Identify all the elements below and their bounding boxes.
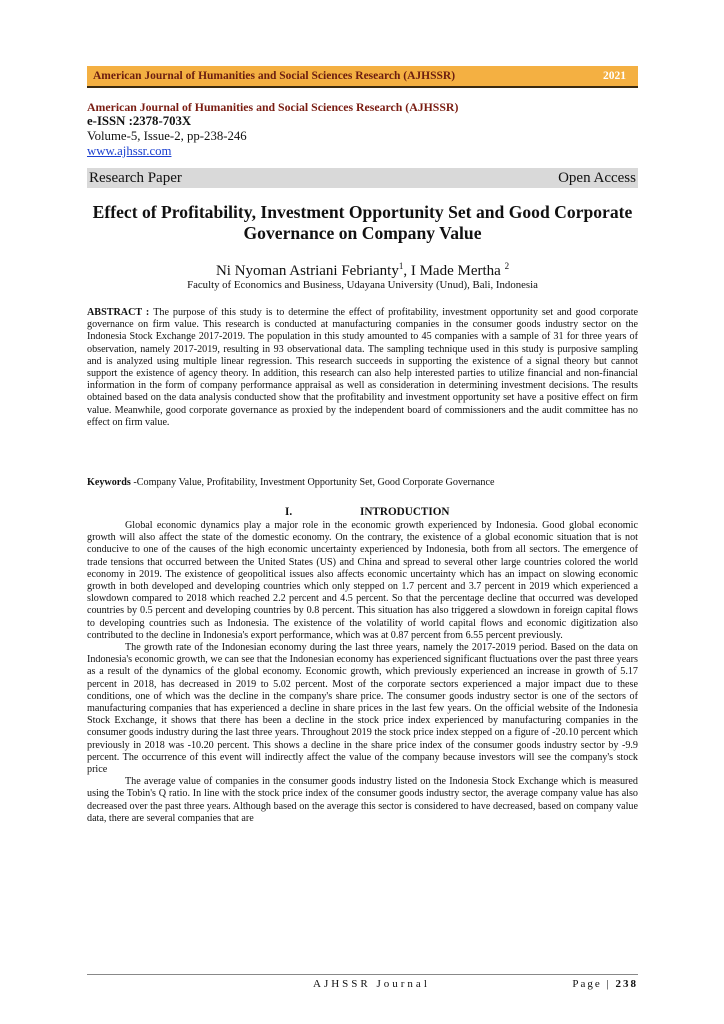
- author-affiliation-marker: 2: [504, 261, 510, 271]
- paragraph: Global economic dynamics play a major role in the economic growth experienced by Indonesia. Good global economic growth will also affect the state of the domestic economy. On the contrary, the existence of a global economic situation that is not conducive to one of the causes of the high economic uncertainty experienced by Indonesia, both from all sectors. The emergence of trade tensions that occurred between the United States (US) and China and spread to several other large countries colored the world economy in 2019. The existence of geopolitical issues also affects economic uncertainty which has an impact on slowing economic growth in both developed and developing countries which only stepped on 1.7 percent and 3.7 percent in 2019 which experienced a slowdown compared to 2018 which reached 2.2 percent and 4.5 percent. So that the percentage decline that occurred was developed countries by 0.5 percent and developing countries by 0.8 percent. This situation has also triggered a slowdown in foreign capital flows to developing countries such as Indonesia. The existence of the volatility of world capital flows and economic digitization also contributed to the decline in Indonesia's export performance, which was at 0.87 percent from 6.55 percent previously.: [87, 520, 638, 641]
- section-heading: [87, 506, 638, 520]
- page-label: Page |: [572, 978, 616, 990]
- journal-name: American Journal of Humanities and Social Sciences Research (AJHSSR): [87, 100, 459, 114]
- keywords: [87, 477, 638, 489]
- article-type: Research Paper: [89, 169, 182, 186]
- page-number: 238: [615, 978, 638, 990]
- article-type-bar: [87, 168, 638, 188]
- journal-issn: e-ISSN :2378-703X: [87, 114, 192, 128]
- author-name: I Made Mertha: [410, 263, 505, 279]
- abstract-label: ABSTRACT :: [87, 307, 154, 318]
- article-authors: [87, 257, 638, 280]
- keywords-text: -Company Value, Profitability, Investment Opportunity Set, Good Corporate Governance: [133, 477, 495, 488]
- author-separator: ,: [403, 263, 411, 279]
- header-year: 2021: [603, 70, 626, 82]
- paragraph: The growth rate of the Indonesian economy during the last three years, namely the 2017-2019 period. Based on the data on Indonesia's economic growth, we can see that the Indonesian economy has experienced significant fluctuations over the past three years as a result of the dynamics of the global economy. Economic growth, which previously experienced an increase in growth of 5.17 percent in 2018, has decreased in 2019 to 5.02 percent. Most of the corporate sectors experienced a major impact due to these conditions, one of which was the decline in the company's share price. The consumer goods industry sector is one of the sectors of manufacturing companies that has experienced a decline in share prices in the last few years. On the official website of the Indonesia Stock Exchange, it shows that there has been a decline in the stock price index experienced by manufacturing companies in the consumer goods industry during the last three years. Throughout 2019 the stock price index stepped on a figure of -20.10 percent which previously in 2018 was -10.20 percent. This shows a decline in the share price index of the consumer goods industry sector by -9.9 percent. The occurrence of this event will indirectly affect the value of the company because investors will see the company's stock price: [87, 642, 638, 776]
- author-affiliation: Faculty of Economics and Business, Udayana University (Unud), Bali, Indonesia: [187, 279, 538, 291]
- abstract: [87, 307, 638, 429]
- journal-header-band: [87, 66, 638, 88]
- header-journal-name: American Journal of Humanities and Social Sciences Research (AJHSSR): [93, 70, 456, 82]
- paragraph: The average value of companies in the consumer goods industry listed on the Indonesia Stock Exchange which is measured using the Tobin's Q ratio. In line with the stock price index of the consumer goods industry sector, the average company value has also decreased over the past three years. Although based on the average this sector is considered to have decreased, based on company value data, there are several companies that are: [87, 776, 638, 824]
- section-title: INTRODUCTION: [360, 506, 450, 518]
- journal-info: [87, 100, 638, 159]
- footer-page: [572, 978, 638, 990]
- journal-volume-issue: Volume-5, Issue-2, pp-238-246: [87, 129, 247, 143]
- access-type: Open Access: [558, 169, 636, 186]
- journal-website-link[interactable]: www.ajhssr.com: [87, 144, 172, 158]
- article-title: Effect of Profitability, Investment Opportunity Set and Good Corporate Governance on Company Value: [92, 202, 633, 243]
- introduction-body: [87, 520, 638, 825]
- abstract-text: The purpose of this study is to determine the effect of profitability, investment opportunity set and good corporate governance on firm value. This research is conducted at manufacturing companies in the consumer goods industry sector on the Indonesia Stock Exchange 2017-2019. The population in this study amounted to 45 companies with a sample of 31 for three years of observation, namely 2017-2019, resulting in 93 observational data. The sampling technique used in this study is purposive sampling and is analyzed using multiple linear regression. This research succeeds in supporting the existence of a signal theory but cannot support the existence of agency theory. In addition, this research can also help interested parties to utilize financial and non-financial information in the form of company performance appraisal as well as consideration in determining investment decisions. The results obtained based on the data analysis conducted show that the profitability and investment opportunity set have a positive effect on firm value. Meanwhile, good corporate governance as proxied by the independent board of commissioners and the audit committee has no effect on firm value.: [87, 307, 639, 428]
- keywords-label: Keywords: [87, 477, 134, 488]
- footer-journal: AJHSSR Journal: [313, 978, 430, 990]
- author-name: Ni Nyoman Astriani Febrianty: [215, 263, 399, 279]
- section-number: I.: [285, 506, 293, 518]
- page-footer: [87, 974, 638, 990]
- author-affiliation-marker: 1: [398, 261, 404, 271]
